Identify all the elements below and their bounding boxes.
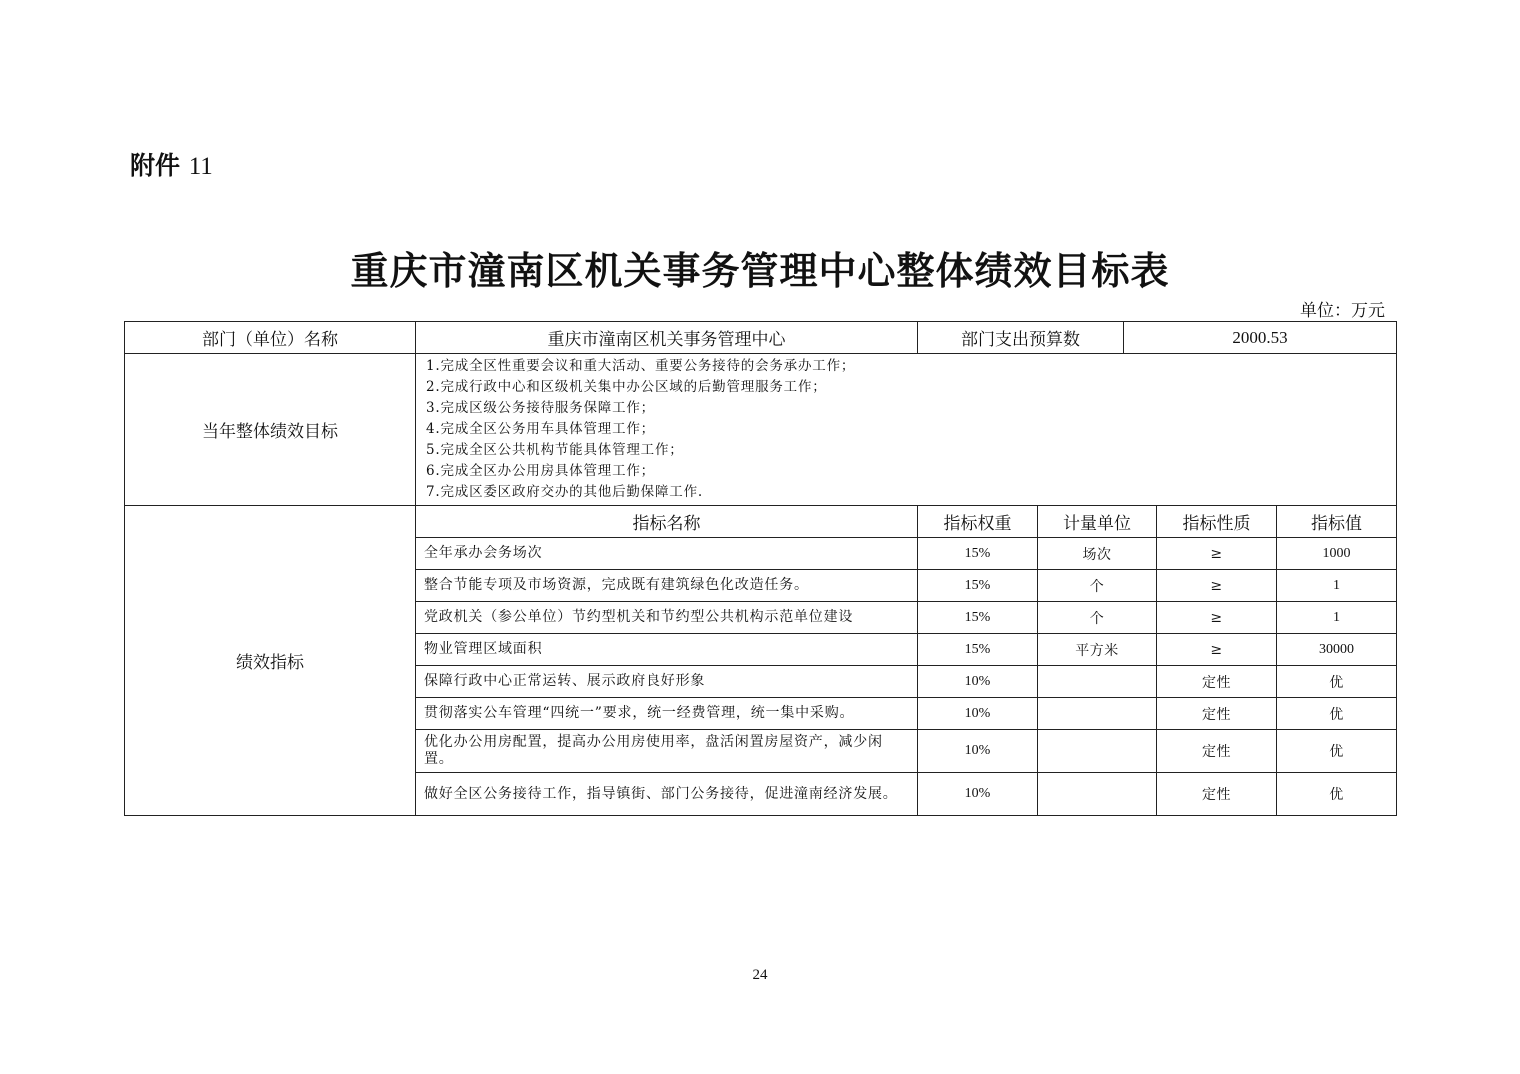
header-nature: 指标性质 [1157,506,1277,538]
indicator-unit: 个 [1038,570,1157,602]
indicator-value: 1000 [1277,538,1397,570]
performance-table [124,321,1397,816]
indicator-value: 30000 [1277,634,1397,666]
indicator-name: 优化办公用房配置，提高办公用房使用率，盘活闲置房屋资产，减少闲置。 [416,730,918,773]
indicator-nature: 定性 [1157,773,1277,816]
indicator-nature: ≥ [1157,538,1277,570]
indicator-unit: 场次 [1038,538,1157,570]
attachment-number: 11 [188,153,213,180]
indicator-name: 保障行政中心正常运转、展示政府良好形象 [416,666,918,698]
goals-list [416,354,1397,506]
header-value: 指标值 [1277,506,1397,538]
indicator-name: 整合节能专项及市场资源，完成既有建筑绿色化改造任务。 [416,570,918,602]
unit-label: 单位：万元 [1300,301,1385,321]
goal-item: 1.完成全区性重要会议和重大活动、重要公务接待的会务承办工作； [426,358,856,374]
dept-row [125,322,1397,354]
goals-label: 当年整体绩效目标 [125,354,416,506]
indicator-unit [1038,730,1157,773]
budget-label: 部门支出预算数 [918,322,1124,354]
indicator-unit [1038,773,1157,816]
goal-item: 7.完成区委区政府交办的其他后勤保障工作. [426,484,703,500]
header-unit: 计量单位 [1038,506,1157,538]
indicator-name: 做好全区公务接待工作，指导镇街、部门公务接待，促进潼南经济发展。 [416,773,918,816]
goal-item: 5.完成全区公共机构节能具体管理工作； [426,442,684,458]
indicator-unit: 个 [1038,602,1157,634]
indicator-name: 全年承办会务场次 [416,538,918,570]
indicator-value: 优 [1277,698,1397,730]
budget-value: 2000.53 [1124,322,1397,354]
indicator-nature: ≥ [1157,570,1277,602]
indicator-value: 优 [1277,773,1397,816]
header-name: 指标名称 [416,506,918,538]
goal-item: 4.完成全区公务用车具体管理工作； [426,421,655,437]
indicator-weight: 15% [918,602,1038,634]
indicator-weight: 10% [918,730,1038,773]
indicator-unit [1038,698,1157,730]
indicator-weight: 15% [918,570,1038,602]
header-weight: 指标权重 [918,506,1038,538]
goal-item: 2.完成行政中心和区级机关集中办公区域的后勤管理服务工作； [426,379,827,395]
indicator-value: 优 [1277,730,1397,773]
page-number: 24 [752,967,768,983]
indicator-nature: ≥ [1157,602,1277,634]
indicator-weight: 10% [918,698,1038,730]
dept-label: 部门（单位）名称 [125,322,416,354]
indicator-header-row [125,506,1397,538]
goal-item: 3.完成区级公务接待服务保障工作； [426,400,655,416]
page-title: 重庆市潼南区机关事务管理中心整体绩效目标表 [350,248,1170,293]
goal-item: 6.完成全区办公用房具体管理工作； [426,463,655,479]
indicator-value: 1 [1277,602,1397,634]
indicator-weight: 10% [918,666,1038,698]
indicator-unit [1038,666,1157,698]
indicator-weight: 15% [918,634,1038,666]
attachment-label [130,146,213,182]
indicator-weight: 10% [918,773,1038,816]
indicator-weight: 15% [918,538,1038,570]
indicator-nature: ≥ [1157,634,1277,666]
indicator-name: 贯彻落实公车管理“四统一”要求，统一经费管理，统一集中采购。 [416,698,918,730]
attachment-text: 附件 [130,151,181,180]
indicators-section-label: 绩效指标 [125,506,416,816]
goals-row [125,354,1397,506]
indicator-nature: 定性 [1157,730,1277,773]
indicator-value: 1 [1277,570,1397,602]
indicator-name: 物业管理区域面积 [416,634,918,666]
indicator-value: 优 [1277,666,1397,698]
indicator-name: 党政机关（参公单位）节约型机关和节约型公共机构示范单位建设 [416,602,918,634]
indicator-nature: 定性 [1157,666,1277,698]
indicator-nature: 定性 [1157,698,1277,730]
indicator-unit: 平方米 [1038,634,1157,666]
dept-value: 重庆市潼南区机关事务管理中心 [416,322,918,354]
